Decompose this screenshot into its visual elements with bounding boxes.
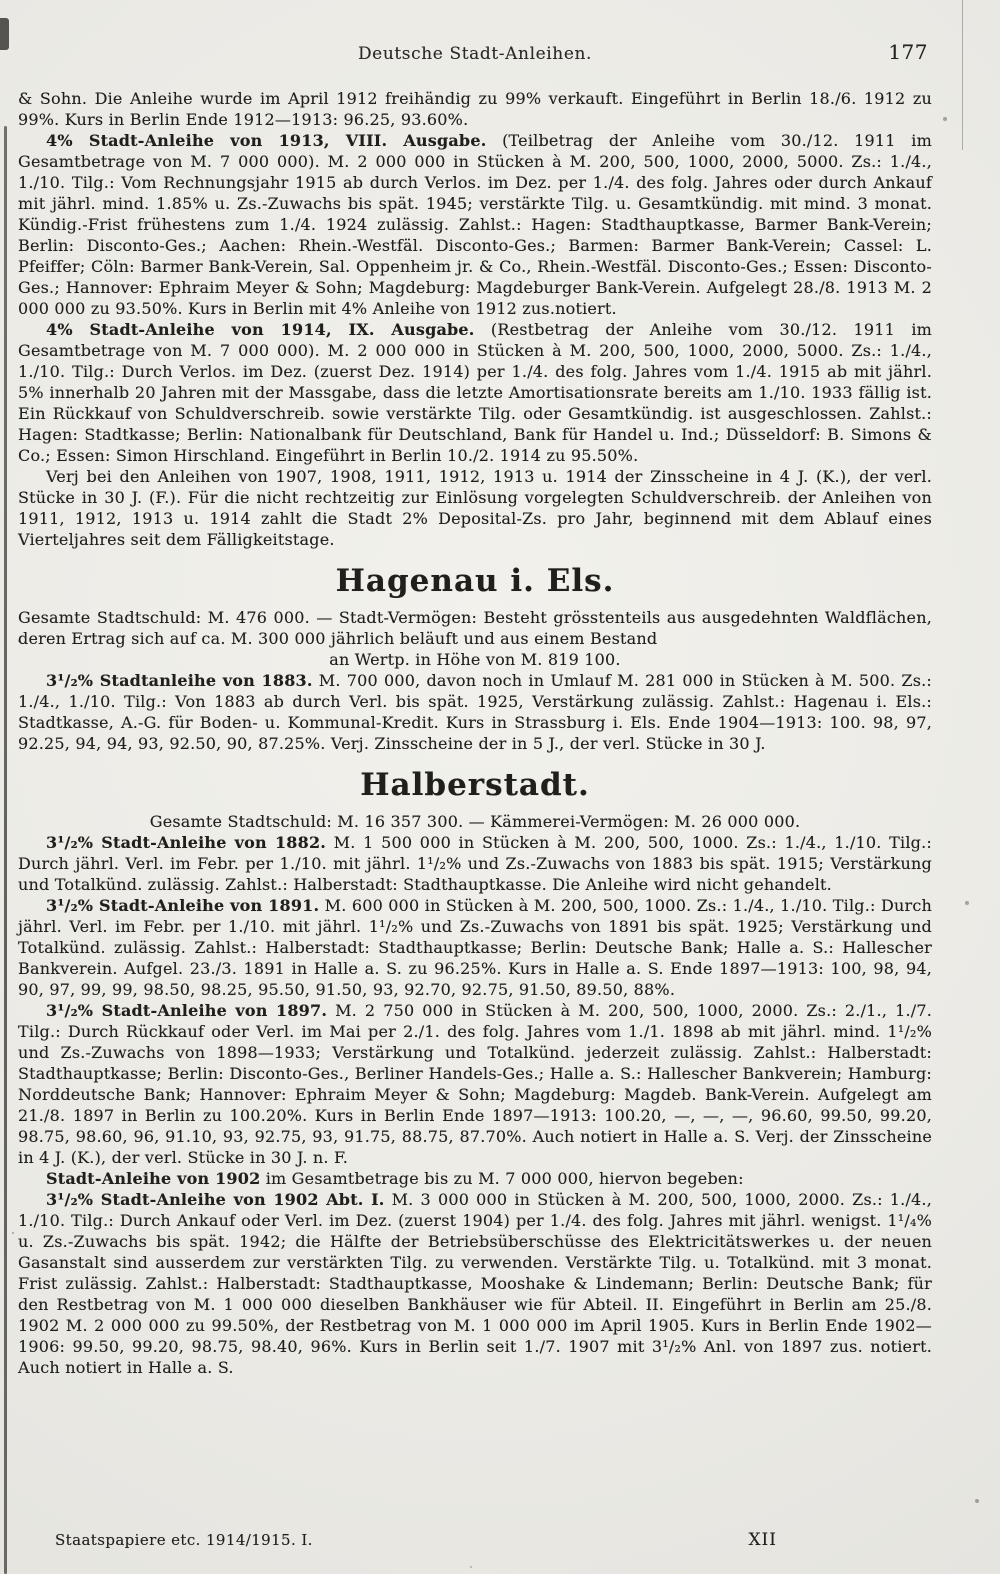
bond-entry-text: M. 700 000, davon noch in Umlauf M. 281 000 in Stücken à M. 500. Zs.: 1./4., 1./10. Tilg.: Von 1883 ab durch Verl. bis spät. 1925, Verstärkung zulässig. Zahlst.: Hagenau i. Els.: Stadtkasse, A.-G. für Boden- u. Kommunal-Kredit. Kurs in Strassburg i. Els. Ende 1904—1913: 100. 98, 97, 92.25, 94, 94, 93, 92.50, 90, 87.25%. Verj. Zinsscheine der in 5 J., der verl. Stücke in 30 J.	[18, 671, 933, 753]
bond-entry-title: 4% Stadt-Anleihe von 1914, IX. Ausgabe.	[46, 320, 475, 339]
bond-entry-text: M. 2 750 000 in Stücken à M. 200, 500, 1000, 2000. Zs.: 2./1., 1./7. Tilg.: Durch Rückkauf oder Verl. im Mai per 2./1. des folg. Jahres vom 1./1. 1898 ab mit jährl. mind. 1¹/₂% und Zs.-Zuwachs von 1898—1933; Verstärkung und Totalkünd. jederzeit zulässig. Zahlst.: Halberstadt: Stadthauptkasse; Berlin: Disconto-Ges., Berliner Handels-Ges.; Halle a. S.: Hallescher Bankverein; Hamburg: Norddeutsche Bank; Hannover: Ephraim Meyer & Sohn; Magdeburg: Magdeb. Bank-Verein. Aufgelegt am 21./8. 1897 in Berlin zu 100.20%. Kurs in Berlin Ende 1897—1913: 100.20, —, —, —, 96.60, 99.50, 99.20, 98.75, 98.60, 96, 91.10, 93, 92.75, 93, 91.75, 88.75, 87.70%. Auch notiert in Halle a. S. Verj. der Zinsscheine in 4 J. (K.), der verl. Stücke in 30 J. n. F.	[18, 1001, 932, 1167]
bond-entry-1883	[18, 670, 932, 754]
bond-entry-title: 3¹/₂% Stadt-Anleihe von 1891.	[46, 896, 320, 915]
bond-entry-text: (Restbetrag der Anleihe vom 30./12. 1911 im Gesamtbetrage von M. 7 000 000). M. 2 000 000 in Stücken à M. 200, 500, 1000, 2000, 5000. Zs.: 1./4., 1./10. Tilg.: Durch Verlos. im Dez. (zuerst Dez. 1914) per 1./4. des folg. Jahres vom 1./4. 1915 ab mit jährl. 5% innerhalb 20 Jahren mit der Massgabe, dass die letzte Amortisationsrate bereits am 1./10. 1933 fällig ist. Ein Rückkauf von Schuldverschreib. sowie verstärkte Tilg. oder Gesamtkündig. ist ausgeschlossen. Zahlst.: Hagen: Stadtkasse; Berlin: Nationalbank für Deutschland, Bank für Handel u. Ind.; Düsseldorf: B. Simons & Co.; Essen: Simon Hirschland. Eingeführt in Berlin 10./2. 1914 zu 95.50%.	[18, 320, 933, 465]
bond-entry-1902-general	[18, 1168, 932, 1189]
bond-entry-1891	[18, 895, 932, 1000]
continuation-paragraph	[18, 88, 932, 130]
footer-series-note: Staatspapiere etc. 1914/1915. I.	[55, 1531, 313, 1549]
scan-artifact-corner	[0, 18, 9, 50]
section-heading-halberstadt: Halberstadt.	[360, 767, 590, 803]
verjaehrung-paragraph	[18, 466, 932, 550]
page-footer	[55, 1530, 777, 1550]
page-body	[18, 88, 932, 1378]
page-number: 177	[888, 40, 928, 64]
running-header	[18, 44, 932, 64]
bond-entry-title: 4% Stadt-Anleihe von 1913, VIII. Ausgabe.	[46, 131, 487, 150]
paragraph-text: Gesamte Stadtschuld: M. 16 357 300. — Kämmerei-Vermögen: M. 26 000 000.	[149, 812, 801, 831]
bond-entry-1882	[18, 832, 932, 895]
bond-entry-text: M. 600 000 in Stücken à M. 200, 500, 1000. Zs.: 1./4., 1./10. Tilg.: Durch jährl. Verl. im Febr. per 1./10. mit jährl. 1¹/₂% und Zs.-Zuwachs von 1891 bis spät. 1925; Verstärkung und Totalkünd. zulässig. Zahlst.: Halberstadt: Stadthauptkasse; Berlin: Deutsche Bank; Halle a. S.: Hallescher Bankverein. Aufgel. 23./3. 1891 in Halle a. S. zu 96.25%. Kurs in Halle a. S. Ende 1897—1913: 100, 98, 94, 90, 97, 99, 99, 98.50, 98.25, 95.50, 91.50, 93, 92.70, 92.75, 91.50, 89.50, 88%.	[18, 896, 933, 999]
bond-entry-title: 3¹/₂% Stadtanleihe von 1883.	[46, 671, 313, 690]
book-spine-shadow	[4, 126, 7, 1574]
section-heading-hagenau: Hagenau i. Els.	[335, 563, 615, 599]
hagenau-overview	[18, 607, 932, 649]
halberstadt-overview	[18, 811, 932, 832]
paragraph-text: an Wertp. in Höhe von M. 819 100.	[329, 650, 621, 669]
paragraph-text: Verj bei den Anleihen von 1907, 1908, 1911, 1912, 1913 u. 1914 der Zinsscheine in 4 J. (K.), der verl. Stücke in 30 J. (F.). Für die nicht rechtzeitig zur Einlösung vorgelegten Schuldverschreib. der Anleihen von 1911, 1912, 1913 u. 1914 zahlt die Stadt 2% Deposital-Zs. pro Jahr, beginnend mit dem Ablauf eines Vierteljahres seit dem Fälligkeitstage.	[18, 467, 932, 549]
bond-entry-text: M. 1 500 000 in Stücken à M. 200, 500, 1000. Zs.: 1./4., 1./10. Tilg.: Durch jährl. Verl. im Febr. per 1./10. mit jährl. 1¹/₂% und Zs.-Zuwachs von 1883 bis spät. 1915; Verstärkung und Totalkünd. zulässig. Zahlst.: Halberstadt: Stadthauptkasse. Die Anleihe wird nicht gehandelt.	[18, 833, 932, 894]
bond-entry-1897	[18, 1000, 932, 1168]
paragraph-text: Gesamte Stadtschuld: M. 476 000. — Stadt-Vermögen: Besteht grösstenteils aus ausgedehnten Waldflächen, deren Ertrag sich auf ca. M. 300 000 jährlich beläuft und aus einem Bestand	[18, 608, 932, 648]
bond-entry-title: 3¹/₂% Stadt-Anleihe von 1902 Abt. I.	[46, 1190, 385, 1209]
bond-entry-title: 3¹/₂% Stadt-Anleihe von 1897.	[46, 1001, 328, 1020]
hagenau-overview-centered-line	[18, 649, 932, 670]
bond-entry-1902-abt1	[18, 1189, 932, 1378]
bond-entry-title: Stadt-Anleihe von 1902	[46, 1169, 261, 1188]
running-title: Deutsche Stadt-Anleihen.	[357, 44, 593, 64]
paragraph-text: & Sohn. Die Anleihe wurde im April 1912 freihändig zu 99% verkauft. Eingeführt in Berlin 18./6. 1912 zu 99%. Kurs in Berlin Ende 1912—1913: 96.25, 93.60%.	[18, 89, 932, 129]
scan-artifact-edge-line	[962, 0, 963, 150]
bond-entry-1914-ix	[18, 319, 932, 466]
bond-entry-text: im Gesamtbetrage bis zu M. 7 000 000, hiervon begeben:	[260, 1169, 744, 1188]
bond-entry-1913-viii	[18, 130, 932, 319]
bond-entry-text: M. 3 000 000 in Stücken à M. 200, 500, 1000, 2000. Zs.: 1./4., 1./10. Tilg.: Durch Ankauf oder Verl. im Dez. (zuerst 1904) per 1./4. des folg. Jahres mit jährl. wenigst. 1¹/₄% u. Zs.-Zuwachs bis spät. 1942; die Hälfte der Betriebsüberschüsse des Elektricitätswerkes u. der neuen Gasanstalt sind ausserdem zur verstärkten Tilg. zu verwenden. Verstärkte Tilg. u. Totalkünd. mit 3 monat. Frist zulässig. Zahlst.: Halberstadt: Stadthauptkasse, Mooshake & Lindemann; Berlin: Deutsche Bank; für den Restbetrag von M. 1 000 000 dieselben Bankhäuser wie für Abteil. II. Eingeführt in Berlin am 25./8. 1902 M. 2 000 000 zu 99.50%, der Restbetrag von M. 1 000 000 im April 1905. Kurs in Berlin Ende 1902—1906: 99.50, 99.20, 98.75, 98.40, 96%. Kurs in Berlin seit 1./7. 1907 mit 3¹/₂% Anl. von 1897 zus. notiert. Auch notiert in Halle a. S.	[18, 1190, 932, 1377]
footer-sheet-number: XII	[748, 1530, 777, 1550]
bond-entry-text: (Teilbetrag der Anleihe vom 30./12. 1911 im Gesamtbetrage von M. 7 000 000). M. 2 000 000 in Stücken à M. 200, 500, 1000, 2000, 5000. Zs.: 1./4., 1./10. Tilg.: Vom Rechnungsjahr 1915 ab durch Verlos. im Dez. per 1./4. des folg. Jahres oder durch Ankauf mit jährl. mind. 1.85% u. Zs.-Zuwachs bis spät. 1945; verstärkte Tilg. u. Gesamtkündig. mit mind. 3 monat. Kündig.-Frist frühestens zum 1./4. 1924 zulässig. Zahlst.: Hagen: Stadthauptkasse, Barmer Bank-Verein; Berlin: Disconto-Ges.; Aachen: Rhein.-Westfäl. Disconto-Ges.; Barmen: Barmer Bank-Verein; Cassel: L. Pfeiffer; Cöln: Barmer Bank-Verein, Sal. Oppenheim jr. & Co., Rhein.-Westfäl. Disconto-Ges.; Essen: Disconto-Ges.; Hannover: Ephraim Meyer & Sohn; Magdeburg: Magdeburger Bank-Verein. Aufgelegt 28./8. 1913 M. 2 000 000 zu 93.50%. Kurs in Berlin mit 4% Anleihe von 1912 zus.notiert.	[18, 131, 932, 318]
scan-specks	[0, 0, 2, 2]
bond-entry-title: 3¹/₂% Stadt-Anleihe von 1882.	[46, 833, 327, 852]
